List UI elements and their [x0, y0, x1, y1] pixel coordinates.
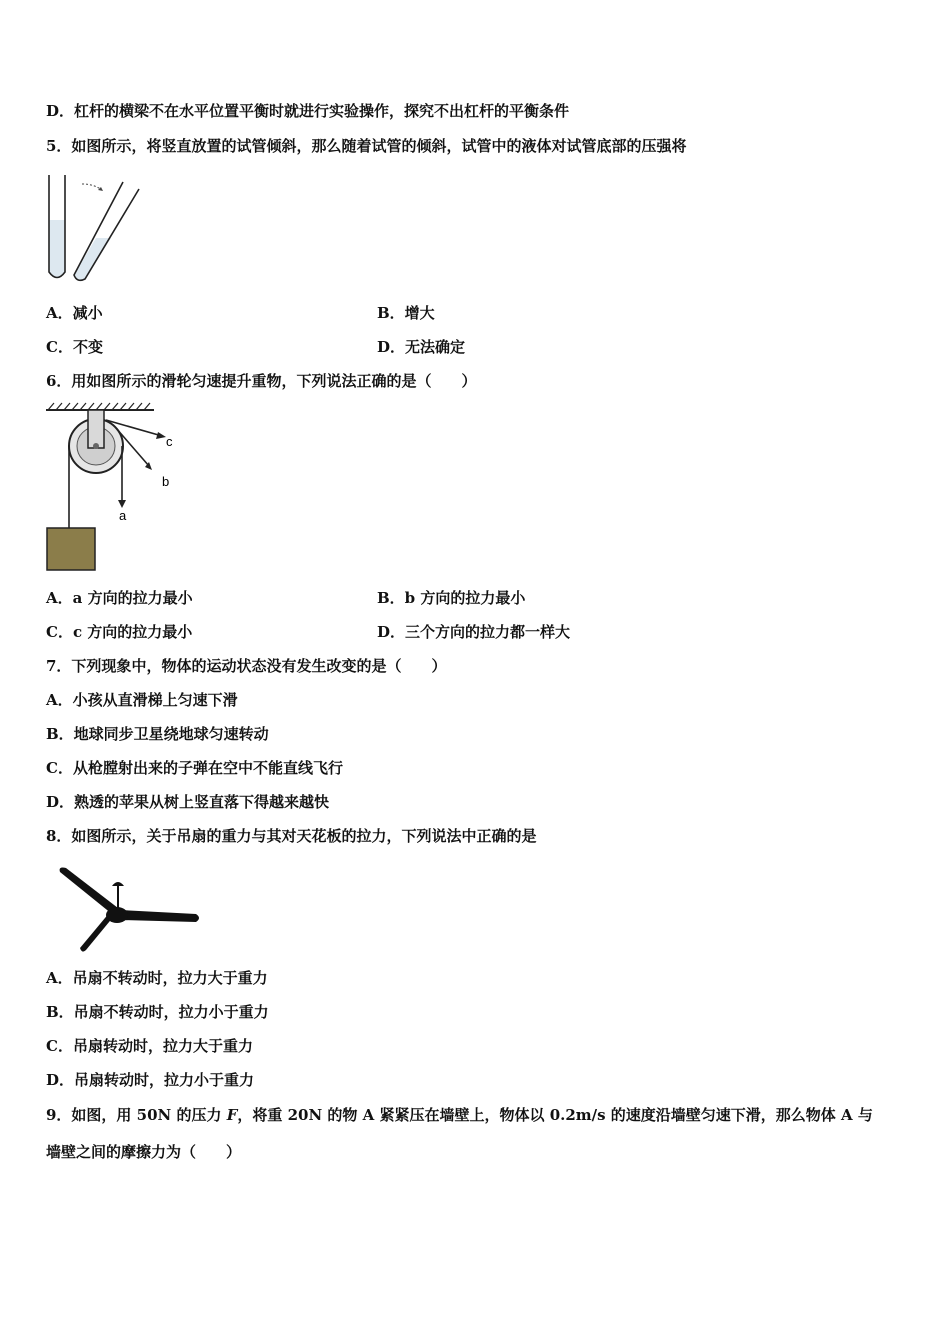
label-b: b — [162, 474, 170, 489]
arrow-a-head — [118, 500, 126, 508]
ceiling-hatch — [48, 403, 150, 410]
q6-stem: 6．用如图所示的滑轮匀速提升重物，下列说法正确的是（ ） — [46, 372, 477, 390]
fan-blade-left — [60, 868, 118, 915]
q6-option-a: A．a 方向的拉力最小 — [46, 589, 193, 607]
q8-option-d: D．吊扇转动时，拉力小于重力 — [46, 1071, 255, 1089]
q8-option-b: B．吊扇不转动时，拉力小于重力 — [46, 1003, 269, 1021]
arrow-c-head — [156, 432, 166, 439]
q9-stem — [46, 1105, 873, 1125]
q7-stem: 7．下列现象中，物体的运动状态没有发生改变的是（ ） — [46, 657, 447, 675]
q5-option-d: D．无法确定 — [377, 338, 466, 356]
q5-option-b: B．增大 — [377, 304, 435, 322]
q7-option-b: B．地球同步卫星绕地球匀速转动 — [46, 725, 269, 743]
q5-option-c: C．不变 — [46, 338, 103, 356]
q9-stem-part1: 9．如图，用 50N 的压力 — [46, 1106, 227, 1124]
q9-stem-line2: 墙壁之间的摩擦力为（ ） — [46, 1143, 242, 1161]
pulley-axle — [93, 443, 99, 449]
q5-option-a: A．减小 — [46, 304, 103, 322]
q7-option-c: C．从枪膛射出来的子弹在空中不能直线飞行 — [46, 759, 343, 777]
q6-option-b: B．b 方向的拉力最小 — [377, 589, 526, 607]
q7-option-a: A．小孩从直滑梯上匀速下滑 — [46, 691, 238, 709]
pulley-bracket — [88, 410, 104, 448]
pulley-figure — [44, 400, 184, 575]
q9-stem-part2: ，将重 20N 的物 A 紧紧压在墙壁上，物体以 0.2m/s 的速度沿墙壁匀速下滑，那么物体 A 与 — [237, 1106, 873, 1124]
q5-stem: 5．如图所示，将竖直放置的试管倾斜，那么随着试管的倾斜，试管中的液体对试管底部的压强将 — [46, 137, 687, 155]
label-a: a — [119, 508, 127, 523]
label-c: c — [166, 434, 173, 449]
test-tube-figure — [44, 172, 144, 284]
ceiling-fan-figure — [50, 860, 205, 958]
q7-option-d: D．熟透的苹果从树上竖直落下得越来越快 — [46, 793, 330, 811]
q9-force-variable: F — [226, 1106, 238, 1124]
q8-option-a: A．吊扇不转动时，拉力大于重力 — [46, 969, 268, 987]
q6-option-c: C．c 方向的拉力最小 — [46, 623, 193, 641]
q4-option-d: D．杠杆的横梁不在水平位置平衡时就进行实验操作，探究不出杠杆的平衡条件 — [46, 102, 570, 120]
q6-option-d: D．三个方向的拉力都一样大 — [377, 623, 571, 641]
fan-hub — [106, 907, 128, 923]
fan-blade-right — [120, 910, 199, 922]
weight-block — [47, 528, 95, 570]
vertical-tube-liquid — [49, 220, 65, 278]
q8-stem: 8．如图所示，关于吊扇的重力与其对天花板的拉力，下列说法中正确的是 — [46, 827, 537, 845]
fan-mount — [112, 882, 124, 886]
q8-option-c: C．吊扇转动时，拉力大于重力 — [46, 1037, 253, 1055]
